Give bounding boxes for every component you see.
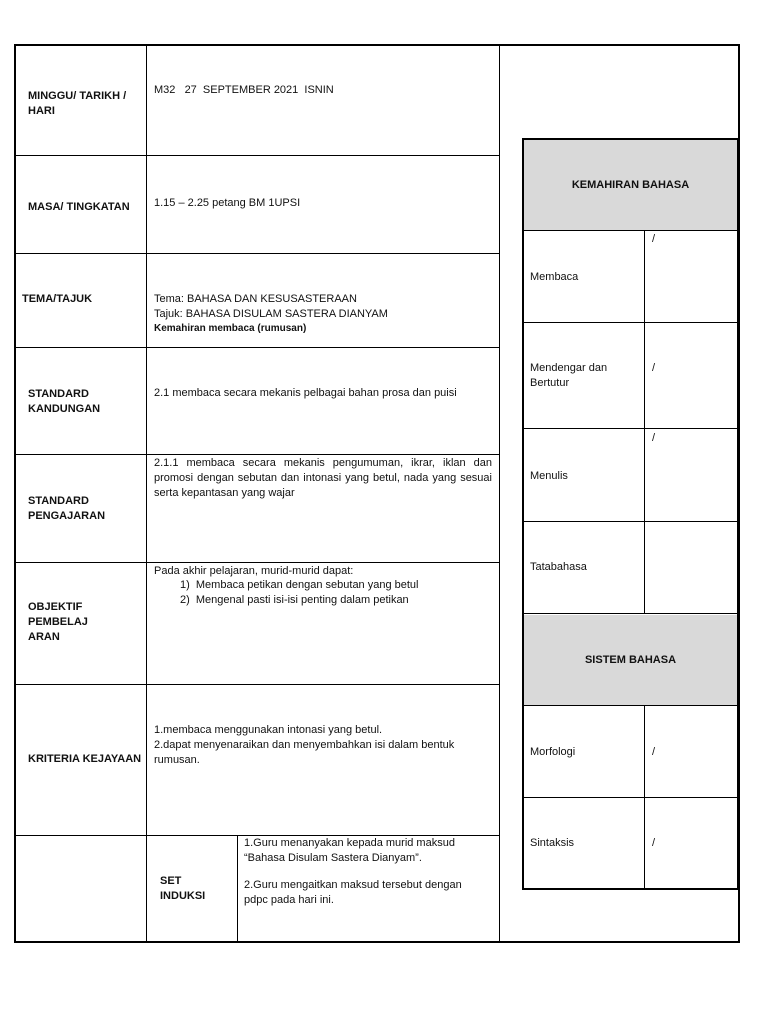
kriteria-label: KRITERIA KEJAYAAN [28,753,142,765]
divider [14,454,500,455]
divider [522,322,739,323]
divider [499,44,500,943]
set-induksi-label-2: INDUKSI [160,890,206,902]
kriteria-item: 1.membaca menggunakan intonasi yang betul. [154,724,383,736]
kemahiran-item-tatabahasa: Tatabahasa [530,561,587,573]
set-induksi-item: 2.Guru mengaitkan maksud tersebut dengan pdpc pada hari ini. [244,879,462,906]
kriteria-item: 2.dapat menyenaraikan dan menyembahkan isi dalam bentuk rumusan. [154,739,455,766]
minggu-label: MINGGU/ TARIKH / HARI [28,90,127,117]
kemahiran-table [522,138,739,890]
kemahiran-item-membaca: Membaca [530,271,579,283]
sistem-mark: / [652,837,656,849]
divider [522,428,739,429]
divider [522,230,739,231]
sistem-item-morfologi: Morfologi [530,746,576,758]
divider [14,253,500,254]
kemahiran-item-mendengar: Mendengar dan Bertutur [530,362,608,389]
kemahiran-header: KEMAHIRAN BAHASA [524,140,737,230]
divider [522,705,739,706]
objektif-item: 1) Membaca petikan dengan sebutan yang betul [180,579,419,591]
sistem-item-sintaksis: Sintaksis [530,837,575,849]
objektif-label-1: OBJEKTIF [28,601,83,613]
divider [14,562,500,563]
kemahiran-mark: / [652,362,656,374]
divider [14,155,500,156]
objektif-label-3: ARAN [28,631,60,643]
sp-label-1: STANDARD [28,495,89,507]
divider [644,230,645,614]
sk-value: 2.1 membaca secara mekanis pelbagai bahan prosa dan puisi [154,387,457,399]
divider [522,797,739,798]
minggu-value: M32 27 SEPTEMBER 2021 ISNIN [154,84,334,96]
masa-value: 1.15 – 2.25 petang BM 1UPSI [154,197,301,209]
objektif-item: 2) Mengenal pasti isi-isi penting dalam petikan [180,594,409,606]
kemahiran-mark: / [652,432,656,444]
sk-label-1: STANDARD [28,388,89,400]
sistem-mark: / [652,746,656,758]
sp-value: 2.1.1 membaca secara mekanis pengumuman, ikrar, iklan dan promosi dengan sebutan dan intonasi yang betul, nada yang sesuai serta kepantasan yang wajar [154,457,492,499]
divider [146,44,147,943]
tajuk-value: Tajuk: BAHASA DISULAM SASTERA DIANYAM [154,308,388,320]
kemahiran-mark: / [652,233,656,245]
sk-label-2: KANDUNGAN [28,403,101,415]
sistem-header: SISTEM BAHASA [524,615,737,705]
divider [14,347,500,348]
kemahiran-note: Kemahiran membaca (rumusan) [154,323,307,334]
objektif-label-2: PEMBELAJ [28,616,88,628]
divider [14,684,500,685]
tema-value: Tema: BAHASA DAN KESUSASTERAAN [154,293,357,305]
divider [522,521,739,522]
objektif-intro: Pada akhir pelajaran, murid-murid dapat: [154,565,354,577]
set-induksi-item: 1.Guru menanyakan kepada murid maksud “Bahasa Disulam Sastera Dianyam”. [244,837,455,864]
divider [237,835,238,943]
tema-label: TEMA/TAJUK [22,293,93,305]
kemahiran-item-menulis: Menulis [530,470,568,482]
divider [522,613,739,614]
sp-label-2: PENGAJARAN [28,510,106,522]
masa-label: MASA/ TINGKATAN [28,201,130,213]
set-induksi-label-1: SET [160,875,182,887]
